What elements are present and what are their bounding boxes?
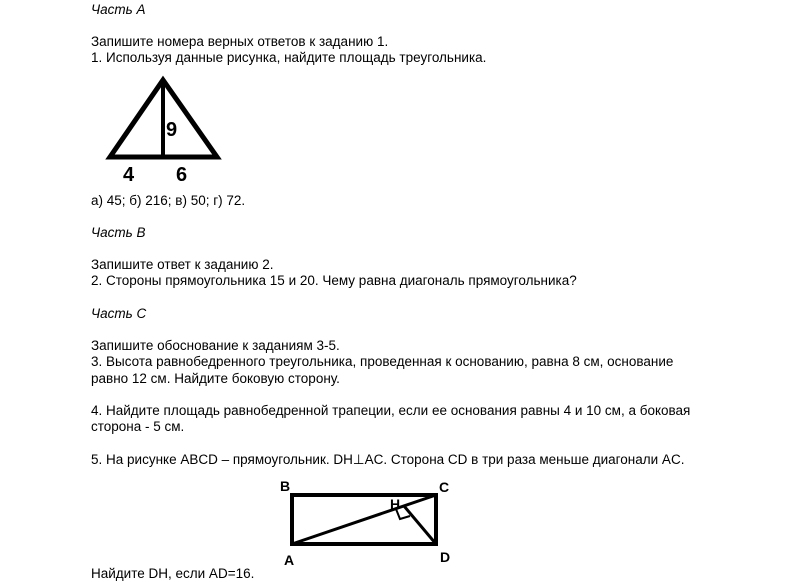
triangle-right-base-label: 6 [176, 164, 188, 186]
vertex-a-label: A [284, 552, 295, 568]
part-a-heading: Часть А [91, 2, 146, 17]
perpendicular-dh [404, 506, 436, 544]
task-4-line-2: сторона - 5 см. [91, 419, 185, 434]
triangle-figure [100, 74, 230, 186]
part-c-instruction: Запишите обоснование к заданиям 3-5. [91, 338, 340, 353]
part-c-heading: Часть С [91, 306, 147, 321]
task-5-text: 5. На рисунке ABCD – прямоугольник. DH⊥AC. Сторона CD в три раза меньше диагонали AC. [91, 452, 685, 467]
point-h-label: H [390, 496, 401, 512]
task-1-text: 1. Используя данные рисунка, найдите площадь треугольника. [91, 50, 487, 65]
part-b-heading: Часть В [91, 225, 146, 240]
task-2-text: 2. Стороны прямоугольника 15 и 20. Чему равна диагональ прямоугольника? [91, 273, 577, 288]
rectangle-figure [278, 476, 468, 569]
task-3-line-1: 3. Высота равнобедренного треугольника, проведенная к основанию, равна 8 см, основание [91, 354, 674, 369]
vertex-b-label: B [280, 478, 291, 494]
task-3-line-2: равно 12 см. Найдите боковую сторону. [91, 371, 340, 386]
vertex-d-label: D [440, 549, 451, 565]
task-4-line-1: 4. Найдите площадь равнобедренной трапеции, если ее основания равны 4 и 10 см, а боковая [91, 403, 691, 418]
triangle-left-base-label: 4 [123, 164, 135, 186]
triangle-height-label: 9 [166, 119, 178, 141]
task-5-question: Найдите DH, если AD=16. [91, 566, 255, 581]
vertex-c-label: C [439, 479, 450, 495]
part-b-instruction: Запишите ответ к заданию 2. [91, 257, 274, 272]
part-a-instruction: Запишите номера верных ответов к заданию 1. [91, 34, 389, 49]
task-1-answers: а) 45; б) 216; в) 50; г) 72. [91, 193, 246, 208]
